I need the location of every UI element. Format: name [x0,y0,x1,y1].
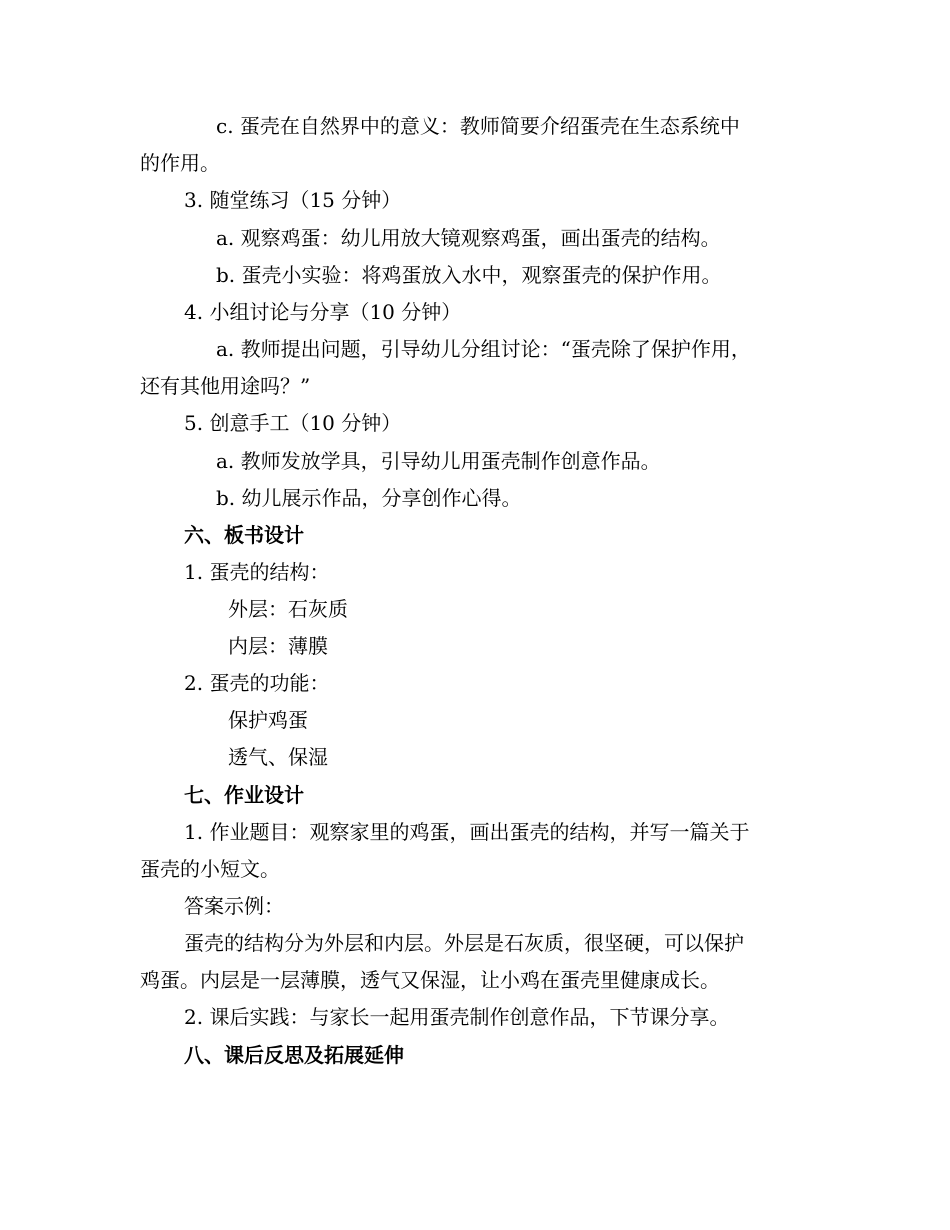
sub-item-5b: b. 幼儿展示作品，分享创作心得。 [216,486,522,510]
board-item-2: 2. 蛋壳的功能： [184,671,330,695]
board-inner-layer: 内层：薄膜 [228,634,328,658]
board-item-1: 1. 蛋壳的结构： [184,560,330,584]
sub-item-4a: a. 教师提出问题，引导幼儿分组讨论：“蛋壳除了保护作用， [216,337,751,361]
answer-label: 答案示例： [184,894,284,918]
sub-item-5a: a. 教师发放学具，引导幼儿用蛋壳制作创意作品。 [216,449,661,473]
text-line-c-meaning-cont: 的作用。 [140,151,220,175]
homework-item-1: 1. 作业题目：观察家里的鸡蛋，画出蛋壳的结构，并写一篇关于 [184,820,750,844]
board-protect: 保护鸡蛋 [228,708,308,732]
board-breathe: 透气、保湿 [228,745,328,769]
section-heading-6: 六、板书设计 [184,523,304,547]
homework-item-1-cont: 蛋壳的小短文。 [140,857,280,881]
sub-item-4a-cont: 还有其他用途吗？” [140,374,311,398]
text-line-c-meaning: c. 蛋壳在自然界中的意义：教师简要介绍蛋壳在生态系统中 [216,114,740,138]
list-item-5: 5. 创意手工（10 分钟） [184,411,402,435]
answer-paragraph-line-1: 蛋壳的结构分为外层和内层。外层是石灰质，很坚硬，可以保护 [184,931,744,955]
sub-item-3b: b. 蛋壳小实验：将鸡蛋放入水中，观察蛋壳的保护作用。 [216,263,722,287]
homework-item-2: 2. 课后实践：与家长一起用蛋壳制作创意作品，下节课分享。 [184,1005,730,1029]
list-item-3: 3. 随堂练习（15 分钟） [184,188,402,212]
answer-paragraph-line-2: 鸡蛋。内层是一层薄膜，透气又保湿，让小鸡在蛋壳里健康成长。 [140,968,720,992]
section-heading-8: 八、课后反思及拓展延伸 [184,1043,404,1067]
list-item-4: 4. 小组讨论与分享（10 分钟） [184,300,462,324]
sub-item-3a: a. 观察鸡蛋：幼儿用放大镜观察鸡蛋，画出蛋壳的结构。 [216,226,721,250]
section-heading-7: 七、作业设计 [184,783,304,807]
board-outer-layer: 外层：石灰质 [228,597,348,621]
